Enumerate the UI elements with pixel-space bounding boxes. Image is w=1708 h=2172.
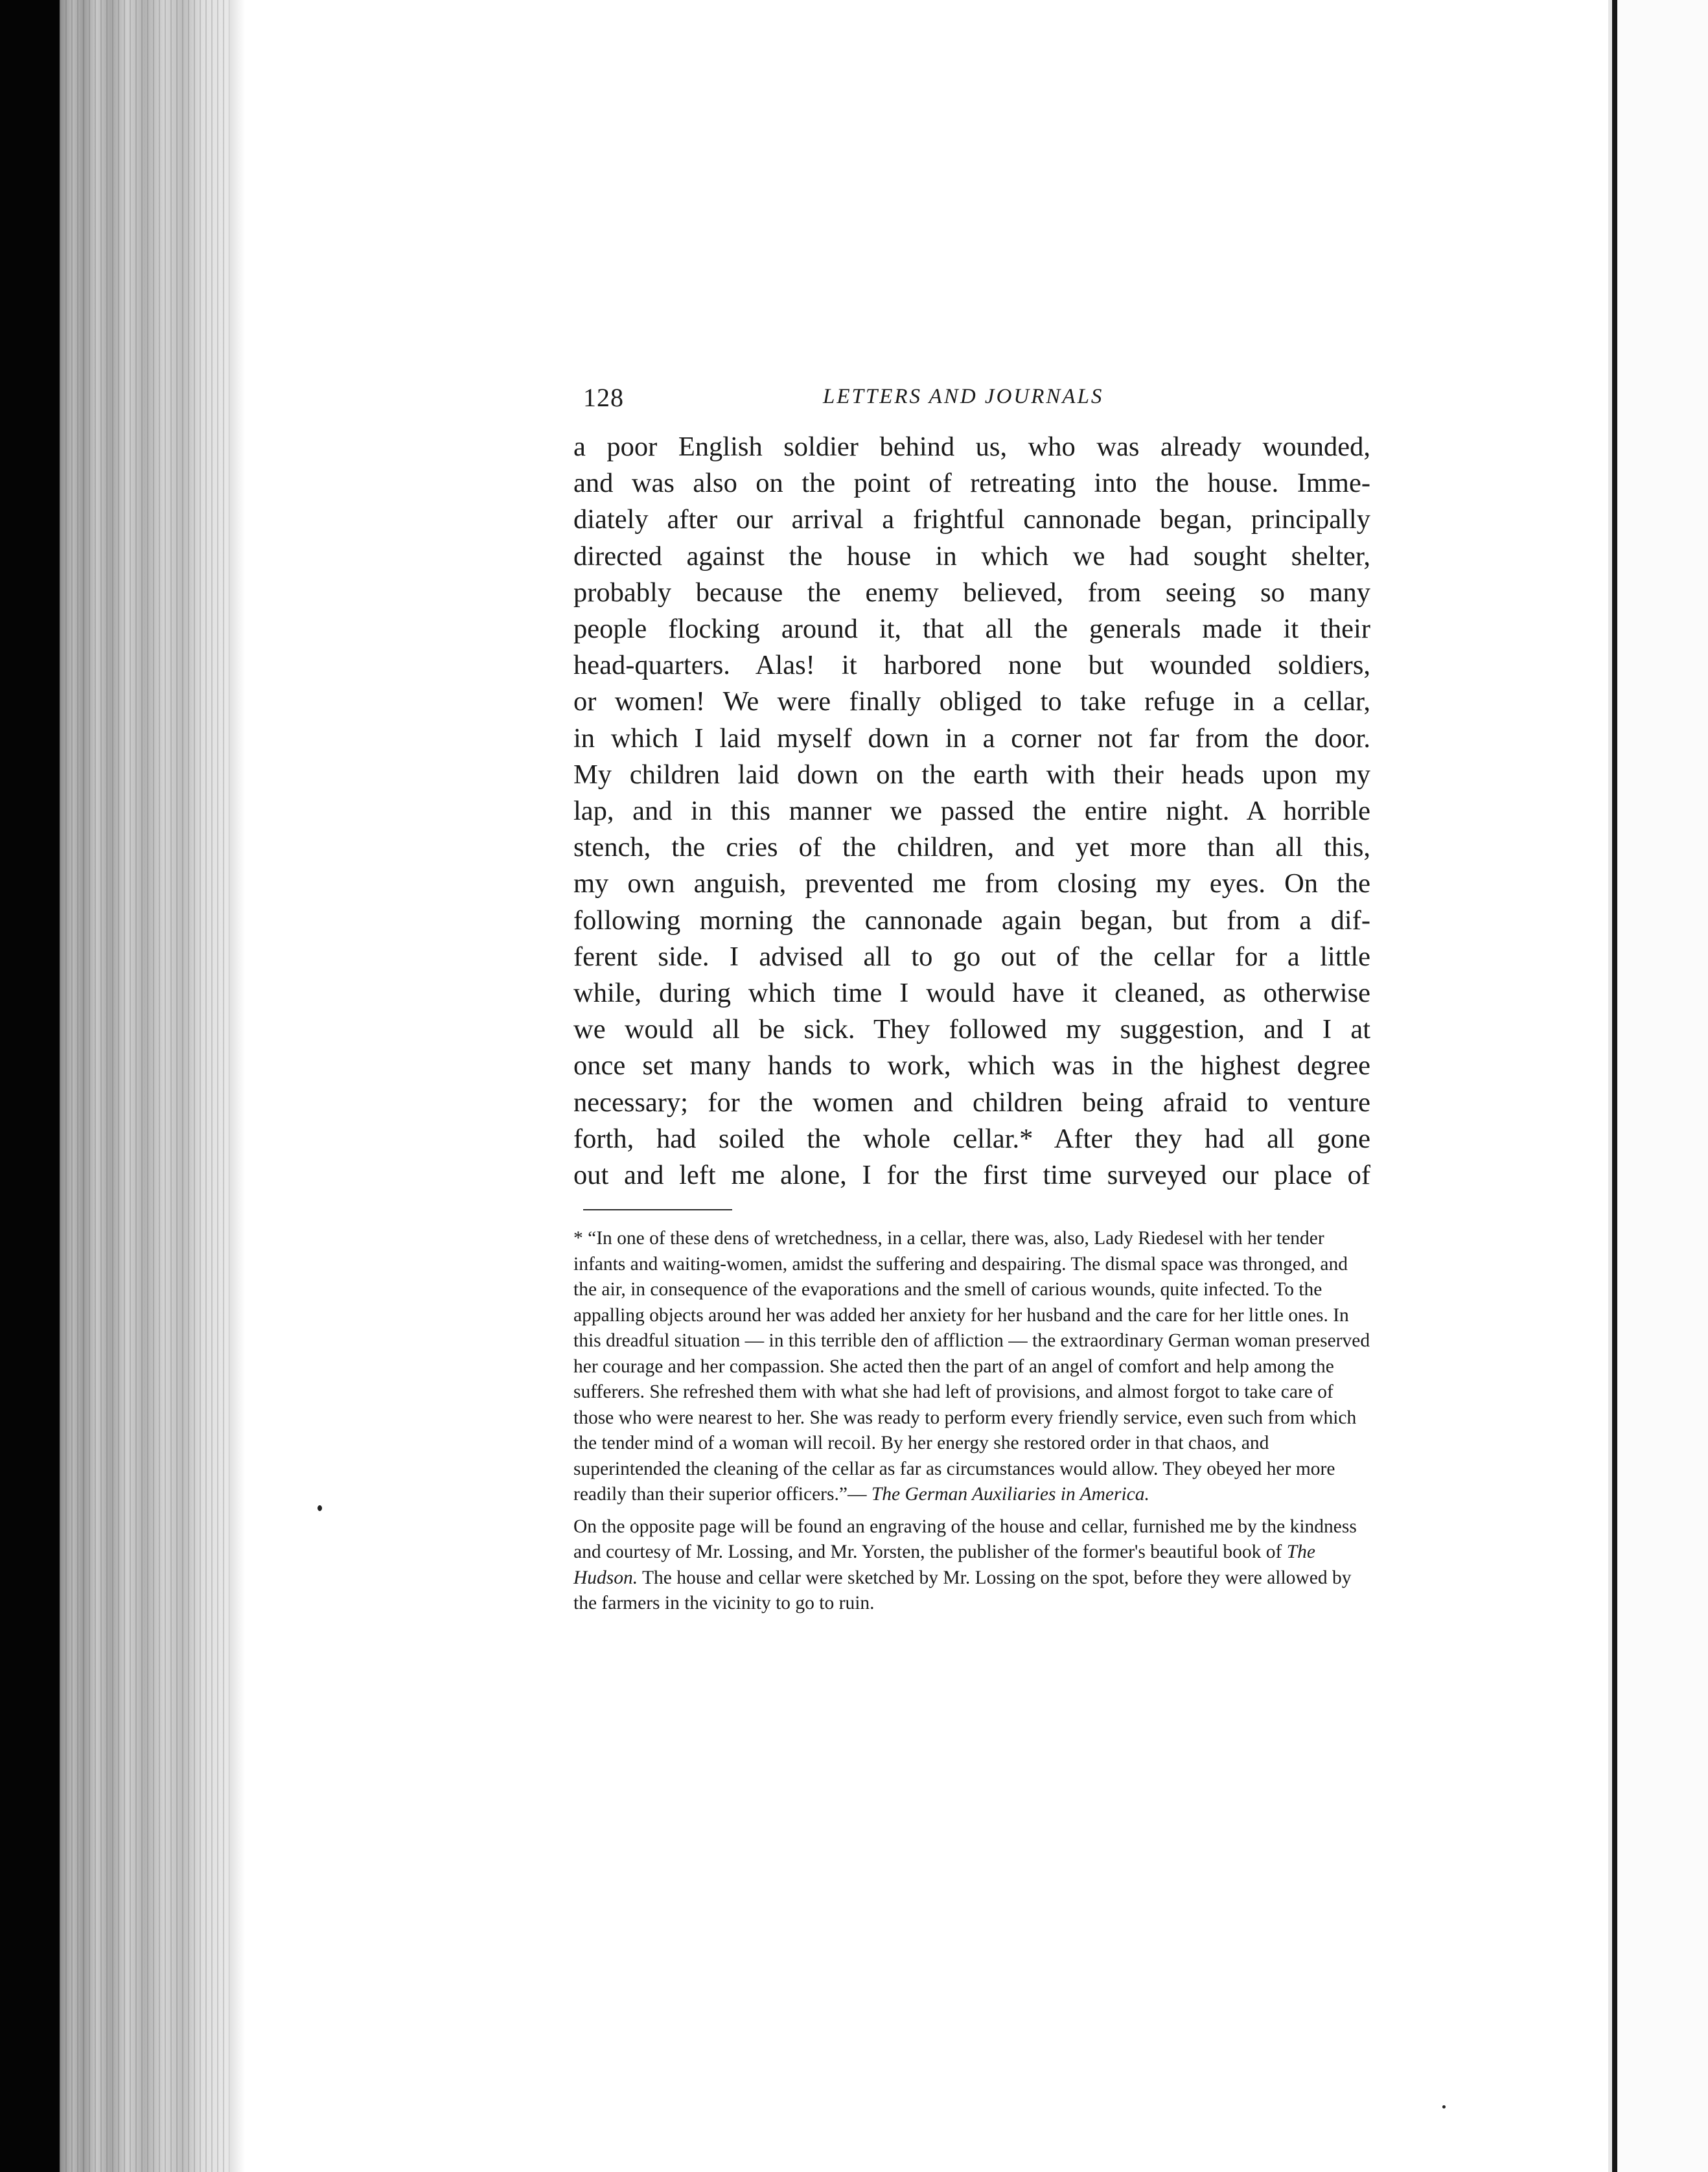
dust-speck xyxy=(317,1505,322,1511)
book-page xyxy=(573,382,1370,1617)
running-title: LETTERS AND JOURNALS xyxy=(823,385,1104,408)
body-line: forth, had soiled the whole cellar.* After they had all gone xyxy=(573,1123,1370,1154)
body-line: ferent side. I advised all to go out of the cellar for a little xyxy=(573,941,1370,972)
gutter-shadow xyxy=(229,0,245,2172)
footnote-1-source: The German Auxiliaries in America. xyxy=(871,1484,1149,1505)
body-line: a poor English soldier behind us, who was already wounded, xyxy=(573,432,1370,462)
scanner-background xyxy=(0,0,60,2172)
body-line: my own anguish, prevented me from closing my eyes. On the xyxy=(573,868,1370,899)
body-line: or women! We were finally obliged to take refuge in a cellar, xyxy=(573,686,1370,717)
binding-edge xyxy=(1612,0,1617,2172)
body-line: once set many hands to work, which was in the highest degree xyxy=(573,1050,1370,1081)
body-line: diately after our arrival a frightful cannonade began, principally xyxy=(573,504,1370,535)
footnote-2-text-after: The house and cellar were sketched by Mr. Lossing on the spot, before they were allowed by the farmers in the vicinity to go to ruin. xyxy=(573,1567,1352,1614)
body-line: probably because the enemy believed, from seeing so many xyxy=(573,577,1370,608)
body-line: head-quarters. Alas! it harbored none but wounded soldiers, xyxy=(573,650,1370,681)
stacked-page-edges xyxy=(60,0,229,2172)
footnotes xyxy=(573,1226,1370,1617)
footnote-2-book-title: The Hudson. xyxy=(573,1542,1315,1588)
facing-page-edge xyxy=(1617,0,1708,2172)
body-line: and was also on the point of retreating into the house. Imme- xyxy=(573,468,1370,499)
page-number: 128 xyxy=(583,383,624,412)
footnote-rule xyxy=(583,1209,732,1210)
body-line: while, during which time I would have it cleaned, as otherwise xyxy=(573,978,1370,1009)
body-line: in which I laid myself down in a corner not far from the door. xyxy=(573,722,1370,754)
body-text xyxy=(573,429,1370,1194)
body-line: directed against the house in which we had sought shelter, xyxy=(573,540,1370,572)
body-line: out and left me alone, I for the first time surveyed our place of xyxy=(573,1160,1370,1191)
body-line: following morning the cannonade again began, but from a dif- xyxy=(573,905,1370,936)
footnote-1 xyxy=(573,1226,1370,1508)
body-line: lap, and in this manner we passed the entire night. A horrible xyxy=(573,796,1370,827)
dust-speck xyxy=(1442,2105,1446,2108)
body-line: necessary; for the women and children being afraid to venture xyxy=(573,1087,1370,1118)
running-head xyxy=(573,382,1370,421)
body-line: we would all be sick. They followed my suggestion, and I at xyxy=(573,1014,1370,1045)
footnote-2 xyxy=(573,1514,1370,1617)
footnote-1-text: * “In one of these dens of wretchedness, in a cellar, there was, also, Lady Riedesel with her tender infants and waiting-women, amidst the suffering and despairing. The dismal space was thronged, and the air, in consequence of the evaporations and the smell of carious wounds, quite infected. To the appalling objects around her was added her anxiety for her husband and the care for her little ones. In this dreadful situation — in this terrible den of affliction — the extraordinary German woman preserved her courage and her compassion. She acted then the part of an angel of comfort and help among the sufferers. She refreshed them with what she had left of provisions, and almost forgot to take care of those who were nearest to her. She was ready to perform every friendly service, even such from which the tender mind of a woman will recoil. By her energy she restored order in that chaos, and superintended the cleaning of the cellar as far as circumstances would allow. They obeyed her more readily than their superior officers.”— xyxy=(573,1228,1370,1505)
body-line: people flocking around it, that all the generals made it their xyxy=(573,614,1370,645)
body-line: stench, the cries of the children, and yet more than all this, xyxy=(573,832,1370,863)
footnote-2-text-before: On the opposite page will be found an engraving of the house and cellar, furnished me by the kindness and courtesy of Mr. Lossing, and Mr. Yorsten, the publisher of the former's beautiful book of xyxy=(573,1516,1357,1563)
body-line: My children laid down on the earth with their heads upon my xyxy=(573,759,1370,790)
